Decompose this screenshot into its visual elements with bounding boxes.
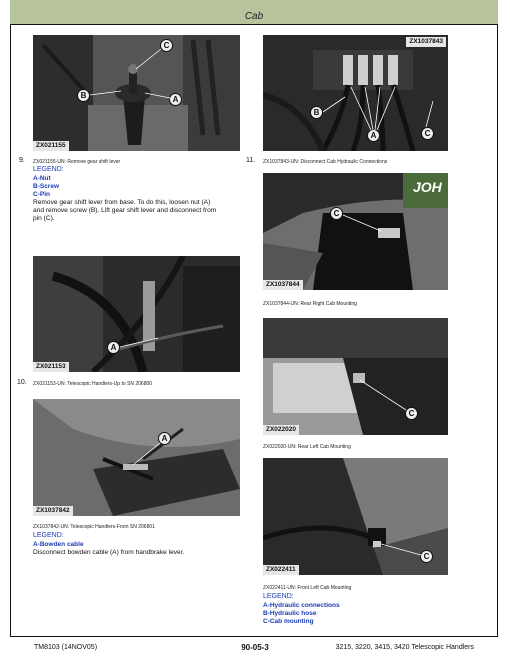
callout-a-icon: A (367, 129, 380, 142)
callout-a-icon: A (169, 93, 182, 106)
photo-id-label: ZX021153 (33, 362, 69, 372)
instruction-line: Disconnect bowden cable (A) from handbrake lever. (33, 549, 185, 556)
legend-item: C-Pin (33, 191, 50, 198)
photo-id-label: ZX022411 (263, 565, 299, 575)
legend-title: LEGEND: (263, 593, 294, 600)
callout-leaders (263, 458, 448, 575)
callout-leaders (33, 256, 240, 372)
photo-front-left-cab-mounting (263, 458, 448, 575)
legend-item: A-Bowden cable (33, 541, 84, 548)
step-number: 11. (246, 157, 256, 164)
callout-a-icon: A (107, 341, 120, 354)
callout-leaders (263, 35, 448, 151)
header-bar (10, 0, 498, 24)
photo-id-label: ZX022020 (263, 425, 299, 435)
header-rule (10, 24, 498, 25)
figure-caption: ZX022020-UN: Rear Left Cab Mounting (263, 444, 351, 450)
figure-caption: ZX1037843-UN: Disconnect Cab Hydraulic Connections (263, 159, 388, 165)
right-page-border (497, 24, 498, 636)
legend-item: C-Cab mounting (263, 618, 314, 625)
legend-title: LEGEND: (33, 532, 64, 539)
figure-caption: ZX1037842-UN: Telescopic Handlers-From SN 206801 (33, 524, 155, 530)
callout-c-icon: C (160, 39, 173, 52)
callout-b-icon: B (77, 89, 90, 102)
callout-c-icon: C (421, 127, 434, 140)
photo-id-label: ZX1037844 (263, 280, 303, 290)
photo-rear-right-cab-mounting (263, 173, 448, 290)
legend-item: A-Nut (33, 175, 51, 182)
step-number: 9. (19, 157, 25, 164)
callout-a-icon: A (158, 432, 171, 445)
instruction-line: pin (C). (33, 215, 55, 222)
figure-caption: ZX022411-UN: Front Left Cab Mounting (263, 585, 352, 591)
legend-item: B-Screw (33, 183, 60, 190)
page-number: 90-05-3 (241, 643, 269, 652)
photo-gear-shift-lever (33, 35, 240, 151)
photo-id-label: ZX1037842 (33, 506, 73, 516)
callout-leaders (33, 399, 240, 516)
instruction-line: and remove screw (B). Lift gear shift lever and disconnect from (33, 207, 217, 214)
photo-hydraulic-connections (263, 35, 448, 151)
model-list: 3215, 3220, 3415, 3420 Telescopic Handlers (335, 644, 474, 651)
manual-code: TM8103 (14NOV05) (34, 644, 98, 651)
callout-c-icon: C (420, 550, 433, 563)
figure-caption: ZX021153-UN: Telescopic Handlers-Up to SN 206800 (33, 381, 153, 387)
photo-handbrake-cable-late (33, 399, 240, 516)
photo-rear-left-cab-mounting (263, 318, 448, 435)
legend-title: LEGEND: (33, 166, 64, 173)
legend-item: A-Hydraulic connections (263, 602, 340, 609)
page-title: Cab (244, 11, 264, 22)
step-number: 10. (17, 379, 27, 386)
figure-caption: ZX021155-UN: Remove gear shift lever (33, 159, 121, 165)
callout-leaders (263, 173, 448, 290)
left-page-border (10, 24, 11, 636)
callout-c-icon: C (330, 207, 343, 220)
brand-logo: JOH (413, 179, 442, 195)
callout-b-icon: B (310, 106, 323, 119)
instruction-line: Remove gear shift lever from base. To do this, loosen nut (A) (33, 199, 211, 206)
callout-c-icon: C (405, 407, 418, 420)
legend-item: B-Hydraulic hose (263, 610, 317, 617)
callout-leaders (263, 318, 448, 435)
photo-id-label: ZX1037843 (406, 37, 446, 47)
photo-id-label: ZX021155 (33, 141, 69, 151)
photo-handbrake-cable-early (33, 256, 240, 372)
footer-rule (10, 636, 498, 637)
figure-caption: ZX1037844-UN: Rear Right Cab Mounting (263, 301, 357, 307)
